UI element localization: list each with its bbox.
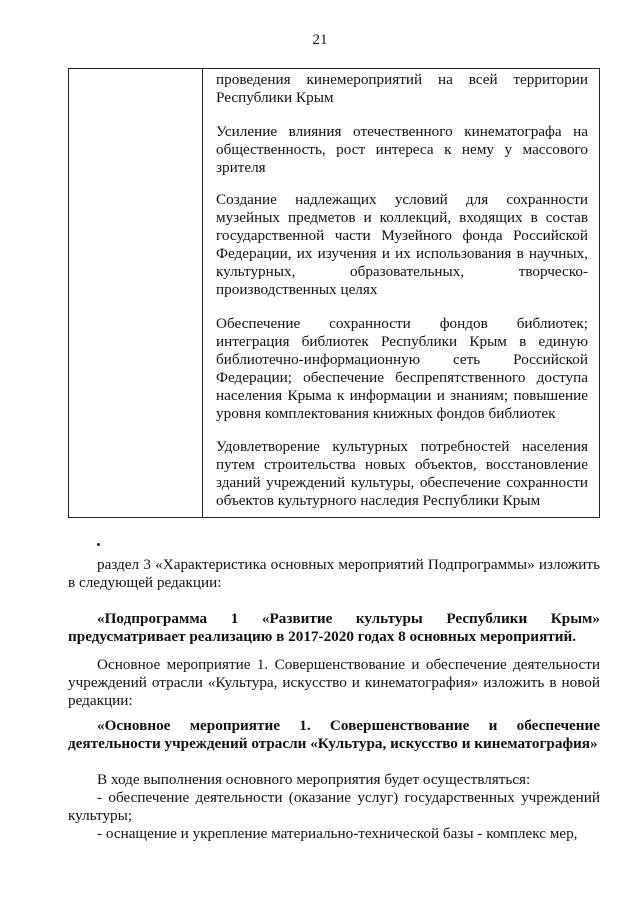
section-3-intro-paragraph: раздел 3 «Характеристика основных мероприятий Подпрограммы» изложить в следующей редакции: (68, 556, 600, 591)
subprogram-1-heading: «Подпрограмма 1 «Развитие культуры Республики Крым» предусматривает реализацию в 2017-2020 годах 8 основных мероприятий. (68, 610, 600, 645)
list-item: - обеспечение деятельности (оказание услуг) государственных учреждений культуры; (68, 789, 600, 824)
list-item: - оснащение и укрепление материально-технической базы - комплекс мер, (97, 825, 578, 842)
page-number: 21 (312, 32, 328, 48)
table-cell-film-events: проведения кинемероприятий на всей территории Республики Крым (216, 71, 588, 106)
continued-table (68, 68, 600, 518)
table-cell-library-funds: Обеспечение сохранности фондов библиотек; интеграция библиотек Республики Крым в единую библиотечно-информационную сеть Российской Федерации; обеспечение беспрепятственного доступа населения Крыма к информации и знаниям; повышение уровня комплектования книжных фондов библиотек (216, 315, 588, 422)
main-activity-1-heading: «Основное мероприятие 1. Совершенствование и обеспечение деятельности учреждений отрасли «Культура, искусство и кинематография» (68, 717, 600, 752)
table-cell-cinema-influence: Усиление влияния отечественного кинематографа на общественность, рост интереса к нему у массового зрителя (216, 123, 588, 176)
table-column-divider (202, 69, 203, 517)
stray-mark (97, 543, 100, 546)
table-cell-museum-conditions: Создание надлежащих условий для сохранности музейных предметов и коллекций, входящих в состав государственной части Музейного фонда Российской Федерации, их изучения и их использования в научных, культурных, образовательных, творческо-производственных целях (216, 191, 588, 298)
table-cell-cultural-needs: Удовлетворение культурных потребностей населения путем строительства новых объектов, восстановление зданий учреждений культуры, обеспечение сохранности объектов культурного наследия Республики Крым (216, 438, 588, 509)
main-activity-1-paragraph: Основное мероприятие 1. Совершенствование и обеспечение деятельности учреждений отрасли «Культура, искусство и кинематография» изложить в новой редакции: (68, 656, 600, 709)
implementation-intro-paragraph: В ходе выполнения основного мероприятия будет осуществляться: (97, 771, 531, 788)
